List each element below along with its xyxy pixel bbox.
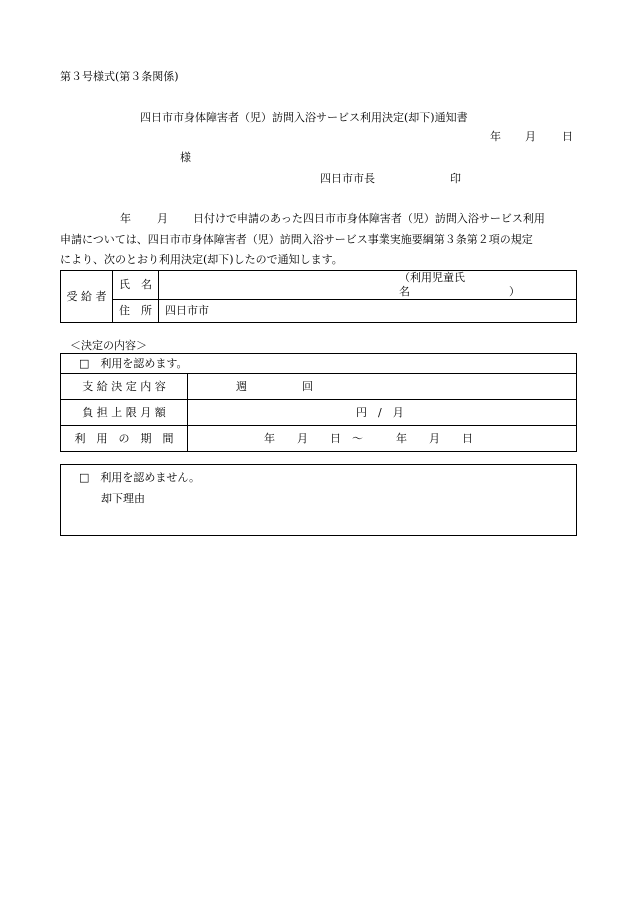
recipient-group-label: 受 給 者 bbox=[61, 271, 113, 323]
burden-limit-label: 負 担 上 限 月 額 bbox=[61, 400, 188, 426]
address-label: 住 所 bbox=[113, 300, 159, 323]
seal-mark: 印 bbox=[450, 172, 461, 185]
body-line-1: 日付けで申請のあった四日市市身体障害者（児）訪問入浴サービス利用 bbox=[193, 212, 545, 225]
body-year: 年 bbox=[120, 212, 131, 225]
issuer-name: 四日市市長 bbox=[320, 172, 375, 185]
reject-reason-label: 却下理由 bbox=[101, 492, 145, 505]
name-value: （利用児童氏名 ） bbox=[159, 271, 577, 300]
form-number: 第３号様式(第３条関係) bbox=[60, 70, 179, 83]
name-label: 氏 名 bbox=[113, 271, 159, 300]
usage-period-value: 年 月 日 ～ 年 月 日 bbox=[188, 426, 577, 452]
burden-limit-value: 円 / 月 bbox=[188, 400, 577, 426]
recipient-table bbox=[60, 270, 577, 323]
body-month: 月 bbox=[157, 212, 168, 225]
decision-heading: ＜決定の内容＞ bbox=[70, 339, 147, 352]
addressee-suffix: 様 bbox=[180, 151, 191, 164]
body-line-2: 申請については、四日市市身体障害者（児）訪問入浴サービス事業実施要綱第３条第２項の規定 bbox=[60, 233, 533, 246]
payment-decision-label: 支 給 決 定 内 容 bbox=[61, 374, 188, 400]
decision-reject-box bbox=[60, 464, 577, 536]
body-line-3: により、次のとおり利用決定(却下)したので通知します。 bbox=[60, 253, 343, 266]
date-day: 日 bbox=[562, 130, 573, 143]
date-year: 年 bbox=[490, 130, 501, 143]
date-month: 月 bbox=[525, 130, 536, 143]
document-title: 四日市市身体障害者（児）訪問入浴サービス利用決定(却下)通知書 bbox=[140, 111, 468, 124]
address-value: 四日市市 bbox=[159, 300, 577, 323]
payment-decision-value: 週 回 bbox=[188, 374, 577, 400]
reject-checkbox-label: □ 利用を認めません。 bbox=[79, 471, 201, 484]
usage-period-label: 利 用 の 期 間 bbox=[61, 426, 188, 452]
decision-approve-table bbox=[60, 353, 577, 452]
approve-checkbox-label: □ 利用を認めます。 bbox=[61, 354, 577, 374]
